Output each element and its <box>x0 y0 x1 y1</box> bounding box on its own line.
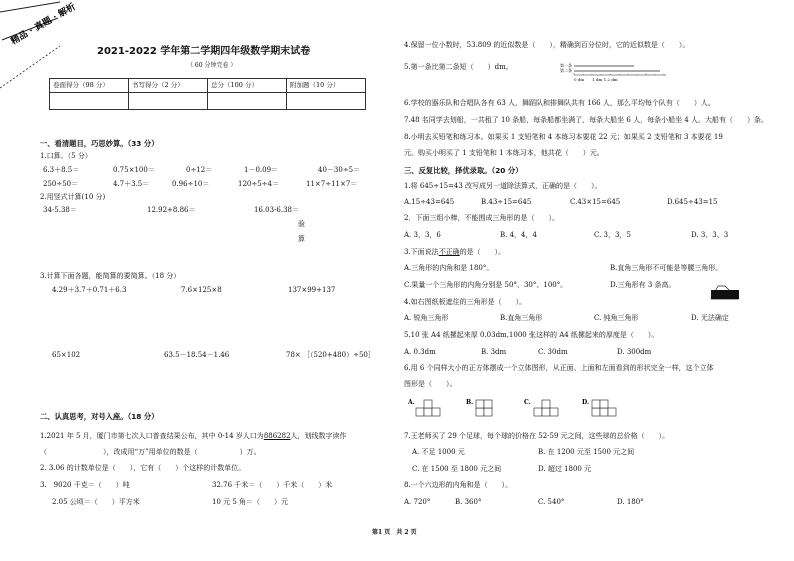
choice-option[interactable]: A. 3，3，6 <box>404 231 441 239</box>
choice-option[interactable]: B.直角三角形不可能是等腰三角形。 <box>610 264 723 272</box>
ruler-ticks: 0 dm 1 dm 1.2 dm <box>574 77 618 82</box>
choice-option[interactable]: B.43÷15=645 <box>481 198 532 206</box>
ruler-line2-label: 第二条 <box>560 68 572 73</box>
oral-item: 0÷12＝ <box>186 166 213 174</box>
choice-option[interactable]: C. 在 1500 至 1800 元之间 <box>412 465 502 473</box>
choice-option[interactable]: D. 超过 1800 元 <box>538 465 592 473</box>
choice-question-5: 5.10 张 A4 纸摞起来厚 0.03dm,1000 张这样的 A4 纸摞起来的厚度是（ ）。 <box>404 331 659 339</box>
score-cell[interactable] <box>129 93 208 110</box>
choice-question-1: 1.将 645÷15=43 改写成另一道除法算式，正确的是（ ）。 <box>404 182 602 190</box>
corner-stamp <box>0 0 78 90</box>
vertical-item: 12.92+8.86＝ <box>147 206 196 214</box>
choice-option[interactable]: C. 3，3，5 <box>594 231 631 239</box>
fill-question-8-cont: 元。购买小明买了 1 支铅笔和 1 本练习本，他共花（ ）元。 <box>404 149 604 157</box>
section-1-heading: 一、看清题目，巧思妙算。（33 分） <box>40 139 159 148</box>
oral-item: 4.7＋3.5＝ <box>113 180 150 188</box>
choice-option[interactable]: B.直角三角形 <box>500 314 543 322</box>
oral-item: 6.3＋8.5＝ <box>43 166 80 174</box>
cube-option-label: A. <box>408 399 415 406</box>
choice-option[interactable]: A. 锐角三角形 <box>404 314 449 322</box>
question-simplify-title: 3.计算下面各题，能简算的要简算。（18 分） <box>40 272 181 280</box>
question-oral-title: 1.口算。（5 分） <box>40 152 92 160</box>
section-2-heading: 二、认真思考，对号入座。（18 分） <box>40 412 159 421</box>
fill-question-3: 2.05 公顷＝（ ）平方米 <box>52 498 140 506</box>
choice-question-2: 2．下面三组小棒，不能围成三角形的是（ ）。 <box>404 214 559 222</box>
score-cell[interactable] <box>208 93 287 110</box>
choice-option[interactable]: C. 540° <box>538 498 565 506</box>
choice-3-text: 3.下面说法 <box>404 248 439 256</box>
simplify-item: 137×99+137 <box>288 286 336 294</box>
choice-option[interactable]: A.15÷43=645 <box>404 198 455 206</box>
choice-option[interactable]: D.645÷43=15 <box>667 198 718 206</box>
corner-stamp-text: 精品 · 真题 · 解析 <box>9 1 78 48</box>
choice-question-4: 4.如右图纸板遮住的三角形是（ ）。 <box>404 298 527 306</box>
score-header: 卷面得分（98 分） <box>50 79 129 93</box>
fill-1-number: 886282 <box>263 432 291 440</box>
check-label: 验 <box>298 220 305 228</box>
oral-item: 0.75×100＝ <box>113 166 155 174</box>
simplify-item: 63.5－18.54－1.46 <box>164 351 230 359</box>
oral-item: 11×7÷11×7＝ <box>306 180 358 188</box>
fill-question-3: 10 元 5 角＝（ ）元 <box>212 498 289 506</box>
choice-option[interactable]: A. 720° <box>404 498 431 506</box>
choice-question-6-cont: 图形是（ ）。 <box>404 380 457 388</box>
fill-question-7: 7.48 名同学去划船，一共租了 10 条船，每条船都坐满了，每条大船坐 6 人，每条小船坐 4 人。大船有（ ）条。 <box>404 116 768 124</box>
covered-triangle-figure <box>710 285 740 301</box>
choice-question-7: 7.王老师买了 29 个足球，每个球的价格在 52-59 元之间，这些球的总价格（ ）。 <box>404 432 670 440</box>
ruler-figure <box>560 62 668 82</box>
page-subtitle: （ 60 分钟完卷 ） <box>187 62 237 69</box>
choice-3-text-b: 的是（ ）。 <box>459 248 506 256</box>
choice-option[interactable]: B. 3dm <box>481 348 507 356</box>
section-3-heading: 三、反复比较，择优录取。（20 分） <box>404 166 523 175</box>
choice-option[interactable]: D. 无法确定 <box>691 314 729 322</box>
choice-option[interactable]: D. 3、3、3 <box>691 231 729 239</box>
choice-option[interactable]: C.果量一个三角形的内角分别是 50°、30°、100°。 <box>404 281 568 289</box>
oral-item: 1－0.09＝ <box>244 166 279 174</box>
oral-item: 40－30÷5＝ <box>318 166 361 174</box>
page-footer: 第1 页 共 2 页 <box>372 529 417 536</box>
choice-option[interactable]: C. 30dm <box>538 348 568 356</box>
fill-question-8: 8.小明去买铅笔和练习本。如果买 1 支铅笔和 4 本练习本要花 22 元；如果买 2 支铅笔和 3 本要花 19 <box>404 133 723 141</box>
fill-question-3: 32.76 千米＝（ ）千米（ ）米 <box>212 481 333 489</box>
fill-question-3: 3. 9020 千克＝（ ）吨 <box>40 481 130 489</box>
choice-option[interactable]: D. 180° <box>617 498 644 506</box>
score-cell[interactable] <box>50 93 129 110</box>
page-title: 2021-2022 学年第二学期四年级数学期末试卷 <box>97 46 311 57</box>
fill-question-5: 5.第一条比第二条短（ ）dm。 <box>404 63 513 71</box>
choice-3-underlined: 不正确 <box>438 248 460 256</box>
score-header: 附加题（10 分） <box>287 79 366 93</box>
vertical-item: 34-5.38＝ <box>43 206 77 214</box>
choice-option[interactable]: C. 钝角三角形 <box>594 314 639 322</box>
vertical-item: 16.03-6.38＝ <box>254 206 299 214</box>
simplify-item: 7.6×125×8 <box>181 286 222 294</box>
choice-option[interactable]: B. 在 1200 元至 1500 元之间 <box>538 448 635 456</box>
check-label: 算 <box>298 235 305 243</box>
oral-item: 0.96÷10＝ <box>172 180 210 188</box>
oral-item: 250÷50＝ <box>43 180 79 188</box>
score-header: 总分（100 分） <box>208 79 287 93</box>
fill-question-1 <box>40 432 347 441</box>
fill-question-2: 2. 3.06 的计数单位是（ ），它有（ ）个这样的计数单位。 <box>40 464 246 472</box>
oral-item: 120÷5÷4＝ <box>238 180 279 188</box>
simplify-item: 4.29＋3.7＋0.71＋6.3 <box>52 286 127 294</box>
fill-question-1-blank: （ ），改成用“万”用单位的数是（ ）万。 <box>40 448 261 456</box>
fill-1-text: 1.2021 年 5 月，厦门市第七次人口普查结果公布，其中 0-14 岁人口为 <box>40 432 264 440</box>
choice-option[interactable]: D.三角形有 3 条高。 <box>610 281 676 289</box>
fill-question-4: 4.保留一位小数时，53.809 的近似数是（ ），精确到百分位时，它的近似数是（ ）。 <box>404 41 690 49</box>
simplify-item: 78× ［（520+480）÷50］ <box>286 351 375 359</box>
choice-option[interactable]: A.三角形的内角和是 180°。 <box>404 264 494 272</box>
fill-question-6: 6.学校的器乐队和合唱队各有 63 人，舞蹈队和排舞队共有 166 人，那么平均每个队有（ ）人。 <box>404 99 715 107</box>
fill-1-text-b: 人，划线数字读作 <box>290 432 347 440</box>
cube-option-label: C. <box>524 399 531 406</box>
choice-option[interactable]: B. 360° <box>455 498 482 506</box>
choice-option[interactable]: C.43×15=645 <box>570 198 621 206</box>
simplify-item: 65×102 <box>52 351 81 359</box>
cube-option-label: D. <box>582 399 590 406</box>
choice-question-6: 6.用 6 个同样大小的正方体摆成一个立体图形，从正面、上面和左面看到的形状完全一样，这个立体 <box>404 364 714 372</box>
choice-option[interactable]: A. 0.3dm <box>404 348 436 356</box>
score-header: 书写得分（2 分） <box>129 79 208 93</box>
choice-question-8: 8.一个六边形的内角和是（ ）。 <box>404 481 513 489</box>
choice-question-3 <box>404 248 505 257</box>
choice-option[interactable]: A. 不足 1000 元 <box>412 448 465 456</box>
score-cell[interactable] <box>287 93 366 110</box>
score-table <box>49 78 366 110</box>
question-vertical-title: 2.用竖式计算(10 分) <box>40 193 106 201</box>
cube-option-label: B. <box>466 399 474 406</box>
cube-options-figure <box>408 394 636 420</box>
choice-option[interactable]: D. 300dm <box>617 348 652 356</box>
choice-option[interactable]: B. 4，4，4 <box>500 231 537 239</box>
ruler-line1-label: 第一条 <box>560 63 572 68</box>
